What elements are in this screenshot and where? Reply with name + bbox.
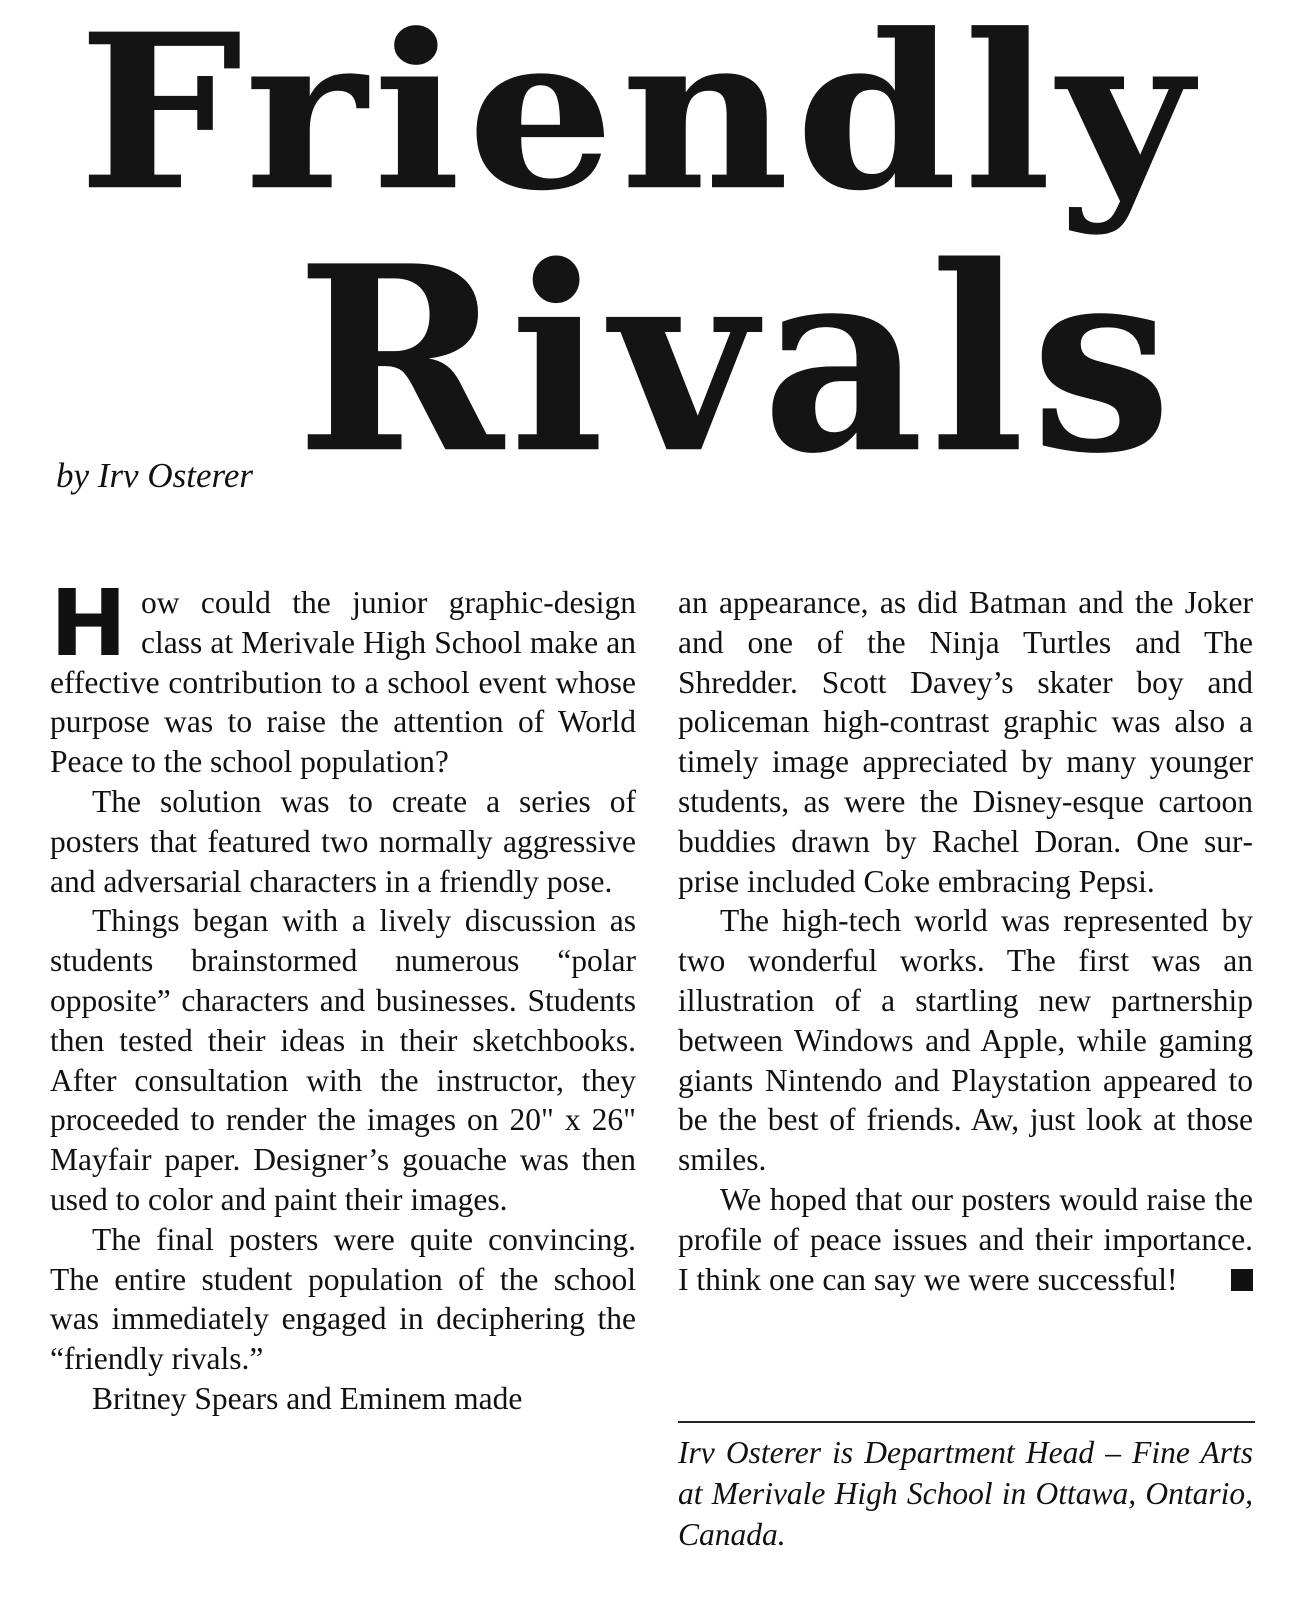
paragraph-6: an appearance, as did Batman and the Joker and one of the Ninja Turtles and The Shredder. Scott Davey’s skater boy and policeman high-contrast graphic was also a timely image appreciated by many younger students, as were the Disney-esque cartoon buddies drawn by Rachel Doran. One surprise included Coke embracing Pepsi. — [678, 585, 1253, 899]
paragraph-2: The solution was to create a series of posters that featured two normally aggressive and adversarial characters in a friendly pose. — [50, 783, 636, 899]
bio-divider — [678, 1421, 1255, 1423]
paragraph-1 — [50, 570, 636, 782]
paragraph-4: The final posters were quite convincing. The entire student population of the school was immediately engaged in deciphering the “friendly rivals.” — [50, 1221, 636, 1377]
article-column-right — [678, 583, 1253, 1299]
drop-cap: H — [50, 570, 127, 677]
paragraph-3: Things began with a lively discussion as students brainstormed numerous “polar opposite” characters and businesses. Students then tested their ideas in their sketchbooks. After consultation with the instructor, they proceeded to render the images on 20" x 26" Mayfair paper. Designer’s gouache was then used to color and paint their images. — [50, 903, 636, 1217]
paragraph-8-text: We hoped that our posters would raise the profile of peace issues and their importance. I think one can say we were successful! — [678, 1181, 1253, 1297]
title-line-2: Rivals — [296, 209, 1178, 510]
title-line-1: Friendly — [78, 0, 1199, 238]
paragraph-8 — [678, 1180, 1253, 1299]
end-mark-square-icon — [1231, 1269, 1253, 1291]
paragraph-5: Britney Spears and Eminem made — [92, 1380, 523, 1416]
author-bio: Irv Osterer is Department Head – Fine Arts at Merivale High School in Ottawa, Ontario, Canada. — [678, 1435, 1253, 1552]
article-column-left — [50, 570, 636, 1419]
paragraph-7: The high-tech world was represented by two wonderful works. The first was an illustration of a startling new partnership between Windows and Apple, while gaming giants Nintendo and Playstation appeared to be the best of friends. Aw, just look at those smiles. — [678, 903, 1253, 1178]
paragraph-1-text: ow could the junior graphic-design class at Merivale High School make an effective contribution to a school event whose purpose was to raise the attention of World Peace to the school population? — [50, 585, 636, 780]
byline: by Irv Osterer — [56, 456, 253, 495]
